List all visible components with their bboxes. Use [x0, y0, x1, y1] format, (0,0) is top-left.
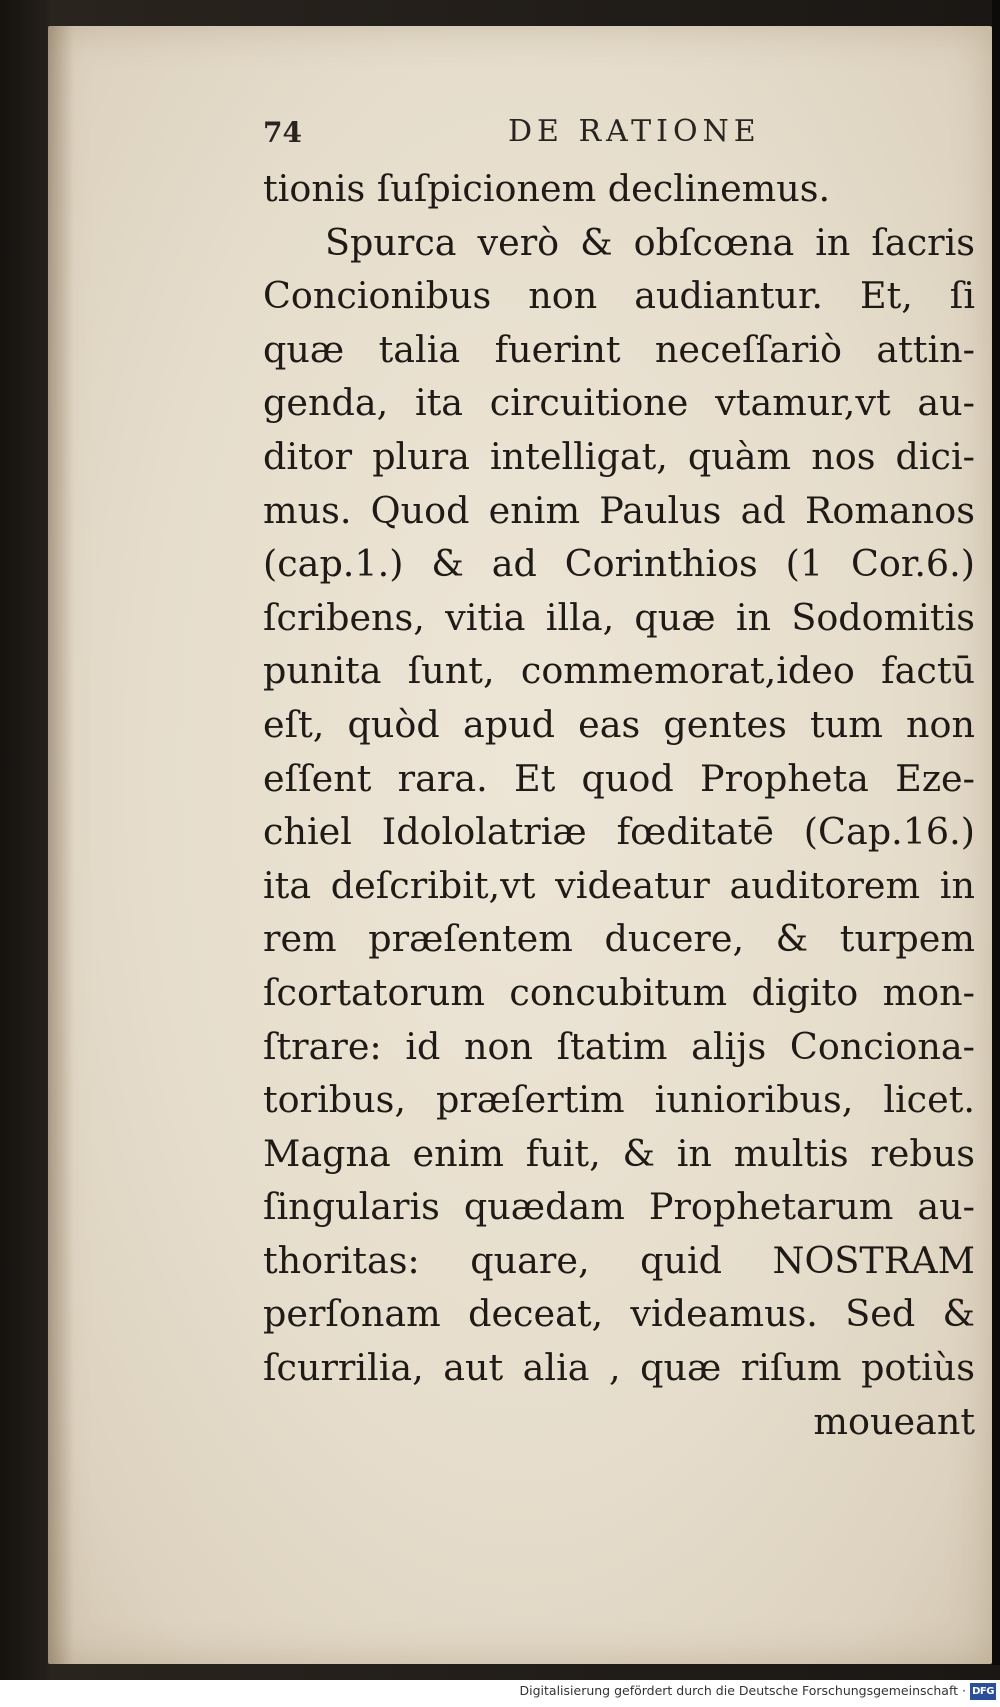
text-block [263, 108, 975, 1448]
dfg-logo-icon: DFG [970, 1683, 996, 1700]
text-line: punita ſunt, commemorat,ideo factū [263, 649, 975, 693]
running-title: DE RATIONE [508, 114, 761, 149]
page-edge [992, 0, 1000, 1665]
text-line: genda, ita circuitione vtamur,vt au- [263, 381, 975, 425]
page-number: 74 [263, 116, 302, 149]
catchword: moueant [813, 1399, 975, 1443]
text-line: mus. Quod enim Paulus ad Romanos [263, 488, 975, 532]
text-line: toribus, præſertim iunioribus, licet. [263, 1078, 975, 1122]
text-line: perſonam deceat, videamus. Sed & [263, 1292, 975, 1336]
text-line: rem præſentem ducere, & turpem [263, 917, 975, 961]
text-line: chiel Idololatriæ fœditatē (Cap.16.) [263, 810, 975, 854]
text-line: Concionibus non audiantur. Et, ſi [263, 274, 975, 318]
text-line: eſt, quòd apud eas gentes tum non [263, 702, 975, 746]
text-line: ſcortatorum concubitum digito mon- [263, 970, 975, 1014]
text-line: eſſent rara. Et quod Propheta Eze- [263, 756, 975, 800]
text-line: Spurca verò & obſcœna in ſacris [325, 220, 975, 264]
text-line: thoritas: quare, quid NOSTRAM [263, 1238, 975, 1282]
text-line: tionis ſuſpicionem declinemus. [263, 167, 831, 210]
running-head [263, 108, 975, 162]
text-line: ſcurrilia, aut alia , quæ riſum potiùs [263, 1346, 975, 1390]
text-line: ditor plura intelligat, quàm nos dici- [263, 434, 975, 478]
funding-credit: Digitalisierung gefördert durch die Deutsche Forschungsgemeinschaft · [519, 1683, 966, 1698]
text-line: ſingularis quædam Prophetarum au- [263, 1185, 975, 1229]
footer-bar [0, 1680, 1000, 1707]
text-line: ita deſcribit,vt videatur auditorem in [263, 863, 975, 907]
text-line: Magna enim fuit, & in multis rebus [263, 1131, 975, 1175]
text-line: ſcribens, vitia illa, quæ in Sodomitis [263, 595, 975, 639]
text-line: (cap.1.) & ad Corinthios (1 Cor.6.) [263, 542, 975, 586]
text-line: ſtrare: id non ſtatim alijs Conciona- [263, 1024, 975, 1068]
text-line: quæ talia fuerint neceſſariò attin- [263, 327, 975, 371]
